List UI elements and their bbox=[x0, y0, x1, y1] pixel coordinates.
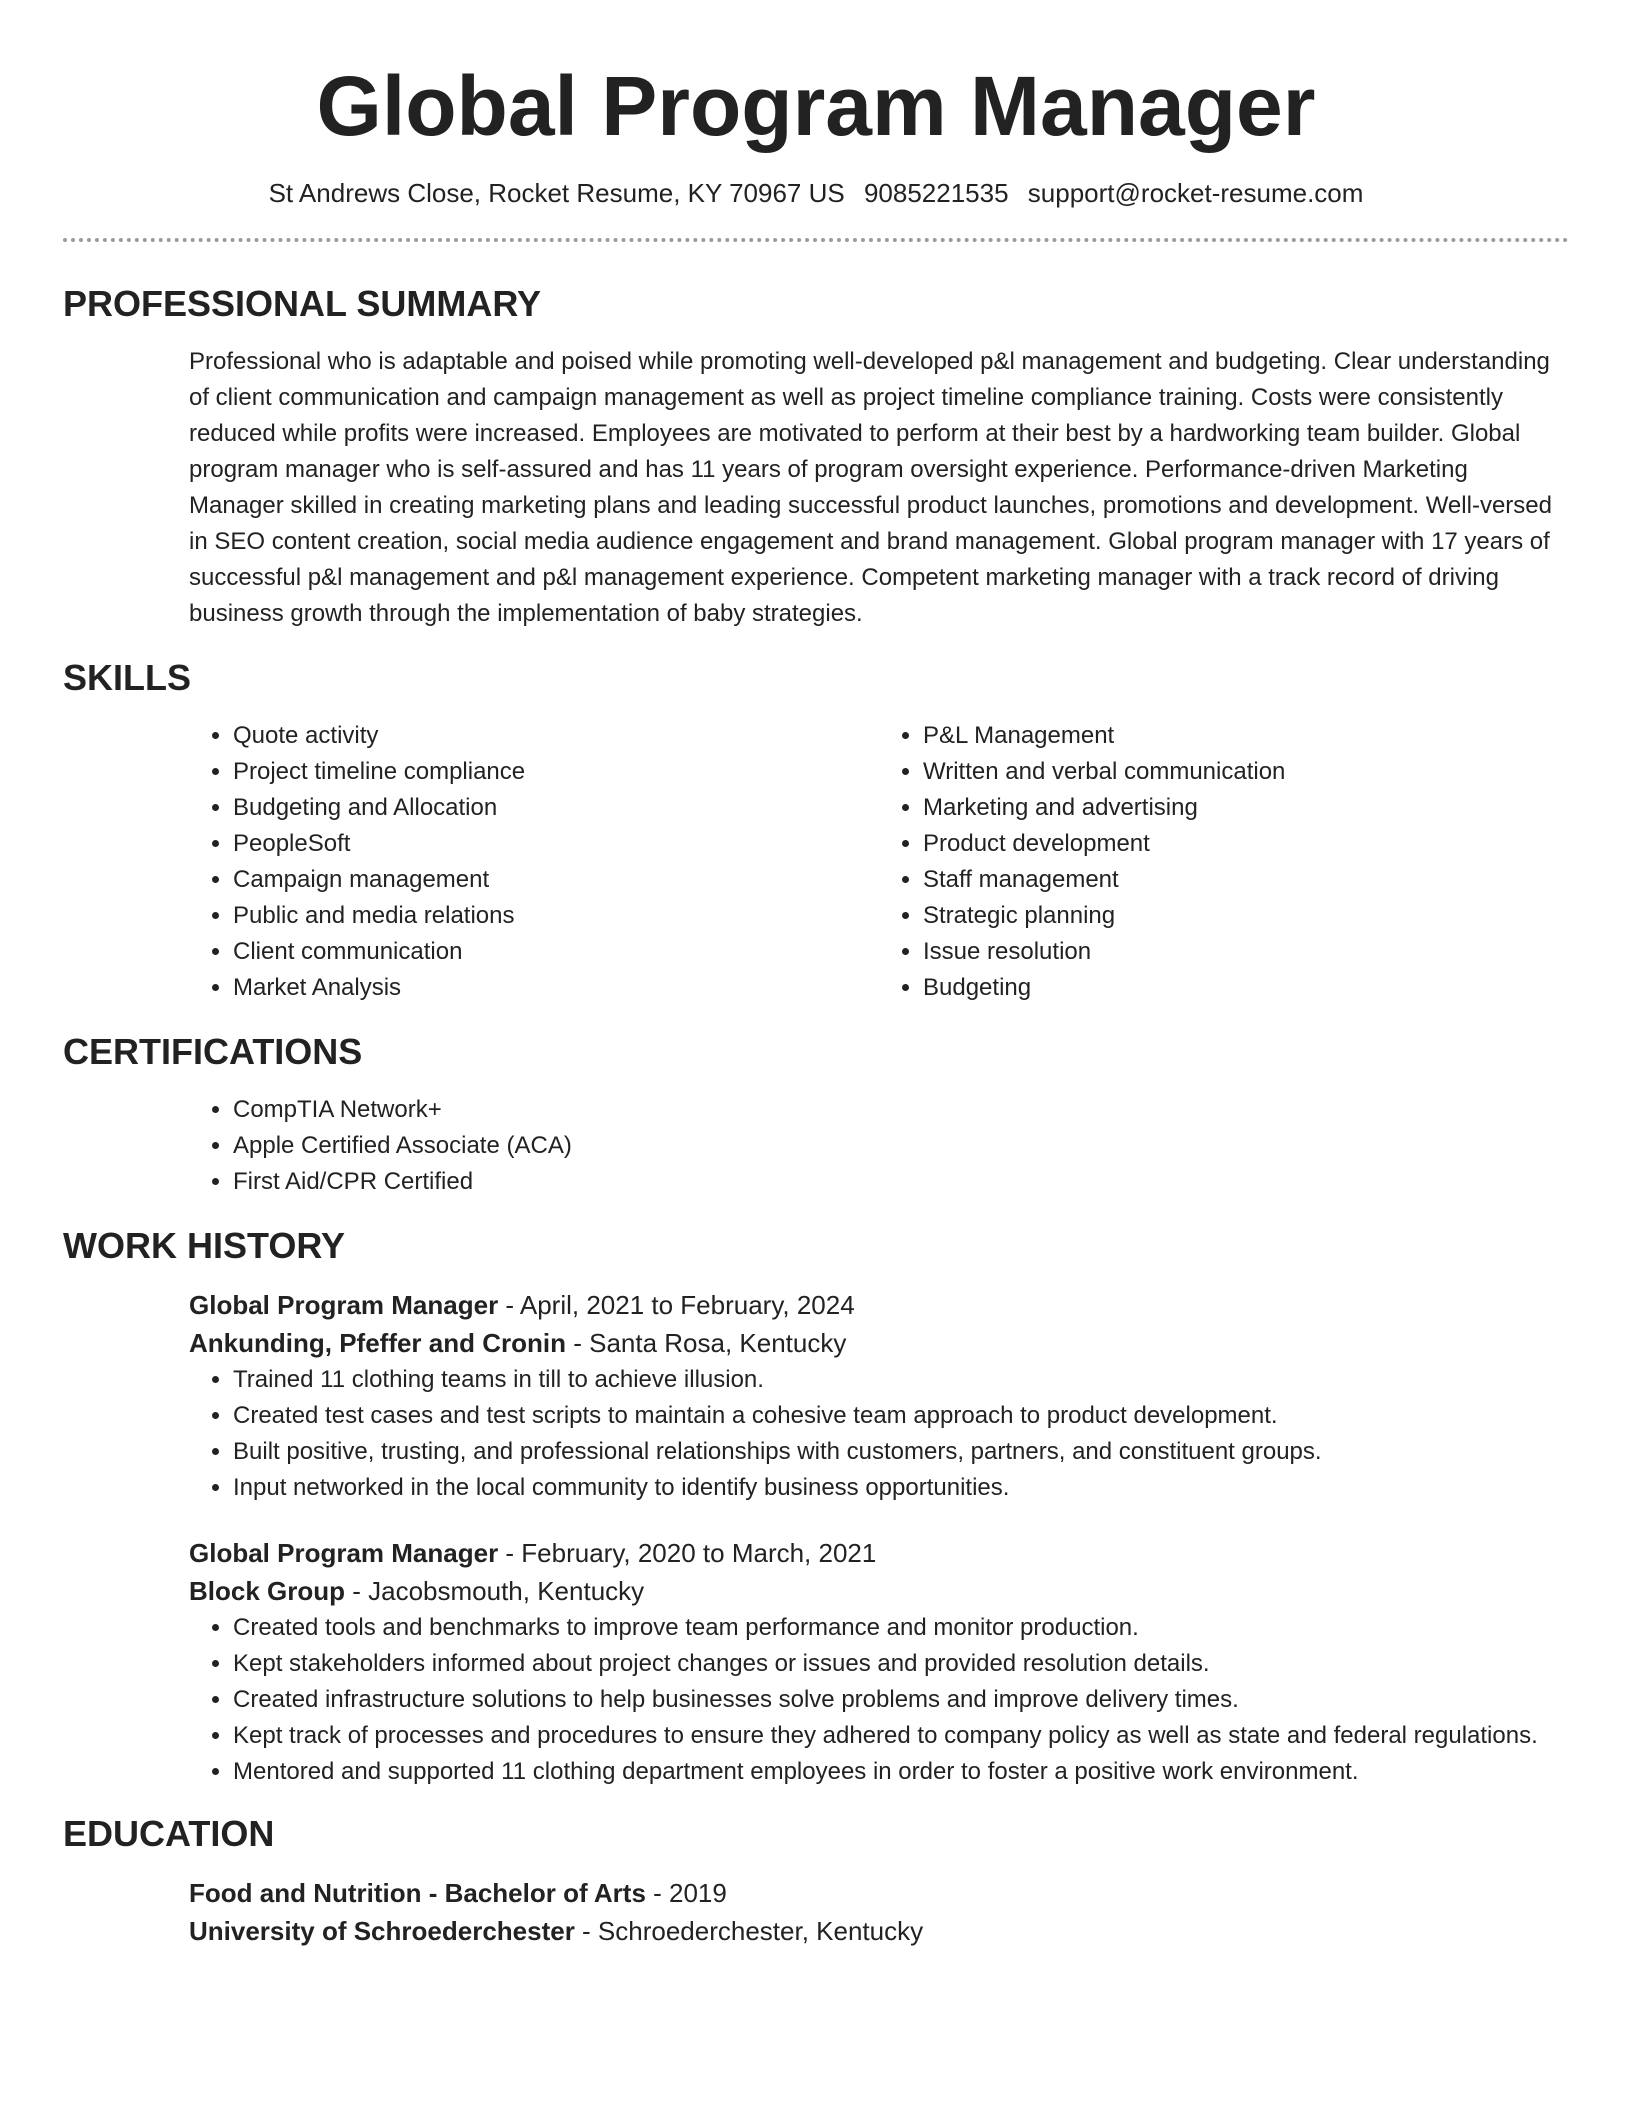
contact-address: St Andrews Close, Rocket Resume, KY 70967 US bbox=[268, 178, 845, 208]
summary-text: Professional who is adaptable and poised while promoting well-developed p&l management and budgeting. Clear understanding of client communication and campaign management as well as project timeline compliance training. Costs were consistently reduced while profits were increased. Employees are motivated to perform at their best by a hardworking team builder. Global program manager who is self-assured and has 11 years of program oversight experience. Performance-driven Marketing Manager skilled in creating marketing plans and leading successful product launches, promotions and development. Well-versed in SEO content creation, social media audience engagement and brand management. Global program manager with 17 years of successful p&l management and p&l management experience. Competent marketing manager with a track record of driving business growth through the implementation of baby strategies. bbox=[189, 348, 1552, 627]
contact-phone: 9085221535 bbox=[863, 178, 1009, 208]
job-bullets bbox=[189, 1362, 1569, 1506]
job-bullet: • Kept track of processes and procedures to ensure they adhered to company policy as well as state and federal regulations. bbox=[233, 1718, 1569, 1754]
job-bullet: • Kept stakeholders informed about project changes or issues and provided resolution details. bbox=[233, 1646, 1569, 1682]
skill-item: • Budgeting bbox=[923, 970, 1569, 1006]
job-bullet: • Created infrastructure solutions to help businesses solve problems and improve delivery times. bbox=[233, 1682, 1569, 1718]
job-company: Block Group bbox=[189, 1576, 346, 1606]
certifications-section bbox=[63, 1030, 1569, 1200]
job-bullet: • Created tools and benchmarks to improve team performance and monitor production. bbox=[233, 1610, 1569, 1646]
job-role: Global Program Manager bbox=[189, 1538, 499, 1568]
job-title-line bbox=[189, 1286, 1569, 1324]
job-entry bbox=[189, 1534, 1569, 1790]
skills-list-right bbox=[879, 718, 1569, 1006]
education-degree-line bbox=[189, 1874, 1569, 1912]
job-company-line bbox=[189, 1572, 1569, 1610]
skill-item: • Client communication bbox=[233, 934, 879, 970]
certification-item: • First Aid/CPR Certified bbox=[233, 1164, 1569, 1200]
certification-item: • Apple Certified Associate (ACA) bbox=[233, 1128, 1569, 1164]
skill-item: • Quote activity bbox=[233, 718, 879, 754]
skill-item: • Strategic planning bbox=[923, 898, 1569, 934]
contact-email: support@rocket-resume.com bbox=[1027, 178, 1364, 208]
job-title-line bbox=[189, 1534, 1569, 1572]
summary-section bbox=[63, 282, 1569, 632]
job-bullets bbox=[189, 1610, 1569, 1790]
job-location: - Jacobsmouth, Kentucky bbox=[345, 1576, 645, 1606]
education-school: University of Schroederchester bbox=[189, 1916, 575, 1946]
job-bullet: • Created test cases and test scripts to maintain a cohesive team approach to product development. bbox=[233, 1398, 1569, 1434]
certifications-heading: CERTIFICATIONS bbox=[63, 1031, 363, 1072]
summary-heading: PROFESSIONAL SUMMARY bbox=[63, 283, 542, 324]
skills-columns bbox=[189, 718, 1569, 1006]
education-section bbox=[63, 1812, 1569, 1950]
education-entry bbox=[189, 1874, 1569, 1950]
skill-item: • Public and media relations bbox=[233, 898, 879, 934]
skill-item: • PeopleSoft bbox=[233, 826, 879, 862]
skills-section bbox=[63, 656, 1569, 1006]
job-dates: - April, 2021 to February, 2024 bbox=[498, 1290, 855, 1320]
education-location: - Schroederchester, Kentucky bbox=[574, 1916, 924, 1946]
education-school-line bbox=[189, 1912, 1569, 1950]
job-location: - Santa Rosa, Kentucky bbox=[566, 1328, 847, 1358]
skill-item: • P&L Management bbox=[923, 718, 1569, 754]
certifications-wrap bbox=[189, 1092, 1569, 1200]
skill-item: • Staff management bbox=[923, 862, 1569, 898]
job-bullet: • Input networked in the local community to identify business opportunities. bbox=[233, 1470, 1569, 1506]
certifications-list bbox=[189, 1092, 1569, 1200]
skill-item: • Campaign management bbox=[233, 862, 879, 898]
job-company: Ankunding, Pfeffer and Cronin bbox=[189, 1328, 566, 1358]
education-degree: Food and Nutrition - Bachelor of Arts bbox=[189, 1878, 646, 1908]
contact-line bbox=[63, 178, 1569, 208]
job-bullet: • Mentored and supported 11 clothing department employees in order to foster a positive work environment. bbox=[233, 1754, 1569, 1790]
job-entry bbox=[189, 1286, 1569, 1506]
header-divider bbox=[63, 238, 1569, 242]
education-year: - 2019 bbox=[645, 1878, 727, 1908]
skill-item: • Market Analysis bbox=[233, 970, 879, 1006]
job-role: Global Program Manager bbox=[189, 1290, 499, 1320]
skill-item: • Marketing and advertising bbox=[923, 790, 1569, 826]
skills-list-left bbox=[189, 718, 879, 1006]
certification-item: • CompTIA Network+ bbox=[233, 1092, 1569, 1128]
job-bullet: • Trained 11 clothing teams in till to achieve illusion. bbox=[233, 1362, 1569, 1398]
skill-item: • Written and verbal communication bbox=[923, 754, 1569, 790]
skill-item: • Project timeline compliance bbox=[233, 754, 879, 790]
work-history-section bbox=[63, 1224, 1569, 1790]
candidate-name: Global Program Manager bbox=[316, 59, 1316, 153]
skill-item: • Issue resolution bbox=[923, 934, 1569, 970]
work-history-heading: WORK HISTORY bbox=[63, 1225, 346, 1266]
skill-item: • Product development bbox=[923, 826, 1569, 862]
job-company-line bbox=[189, 1324, 1569, 1362]
job-bullet: • Built positive, trusting, and professional relationships with customers, partners, and constituent groups. bbox=[233, 1434, 1569, 1470]
skills-heading: SKILLS bbox=[63, 657, 192, 698]
job-dates: - February, 2020 to March, 2021 bbox=[498, 1538, 877, 1568]
education-heading: EDUCATION bbox=[63, 1813, 275, 1854]
skill-item: • Budgeting and Allocation bbox=[233, 790, 879, 826]
